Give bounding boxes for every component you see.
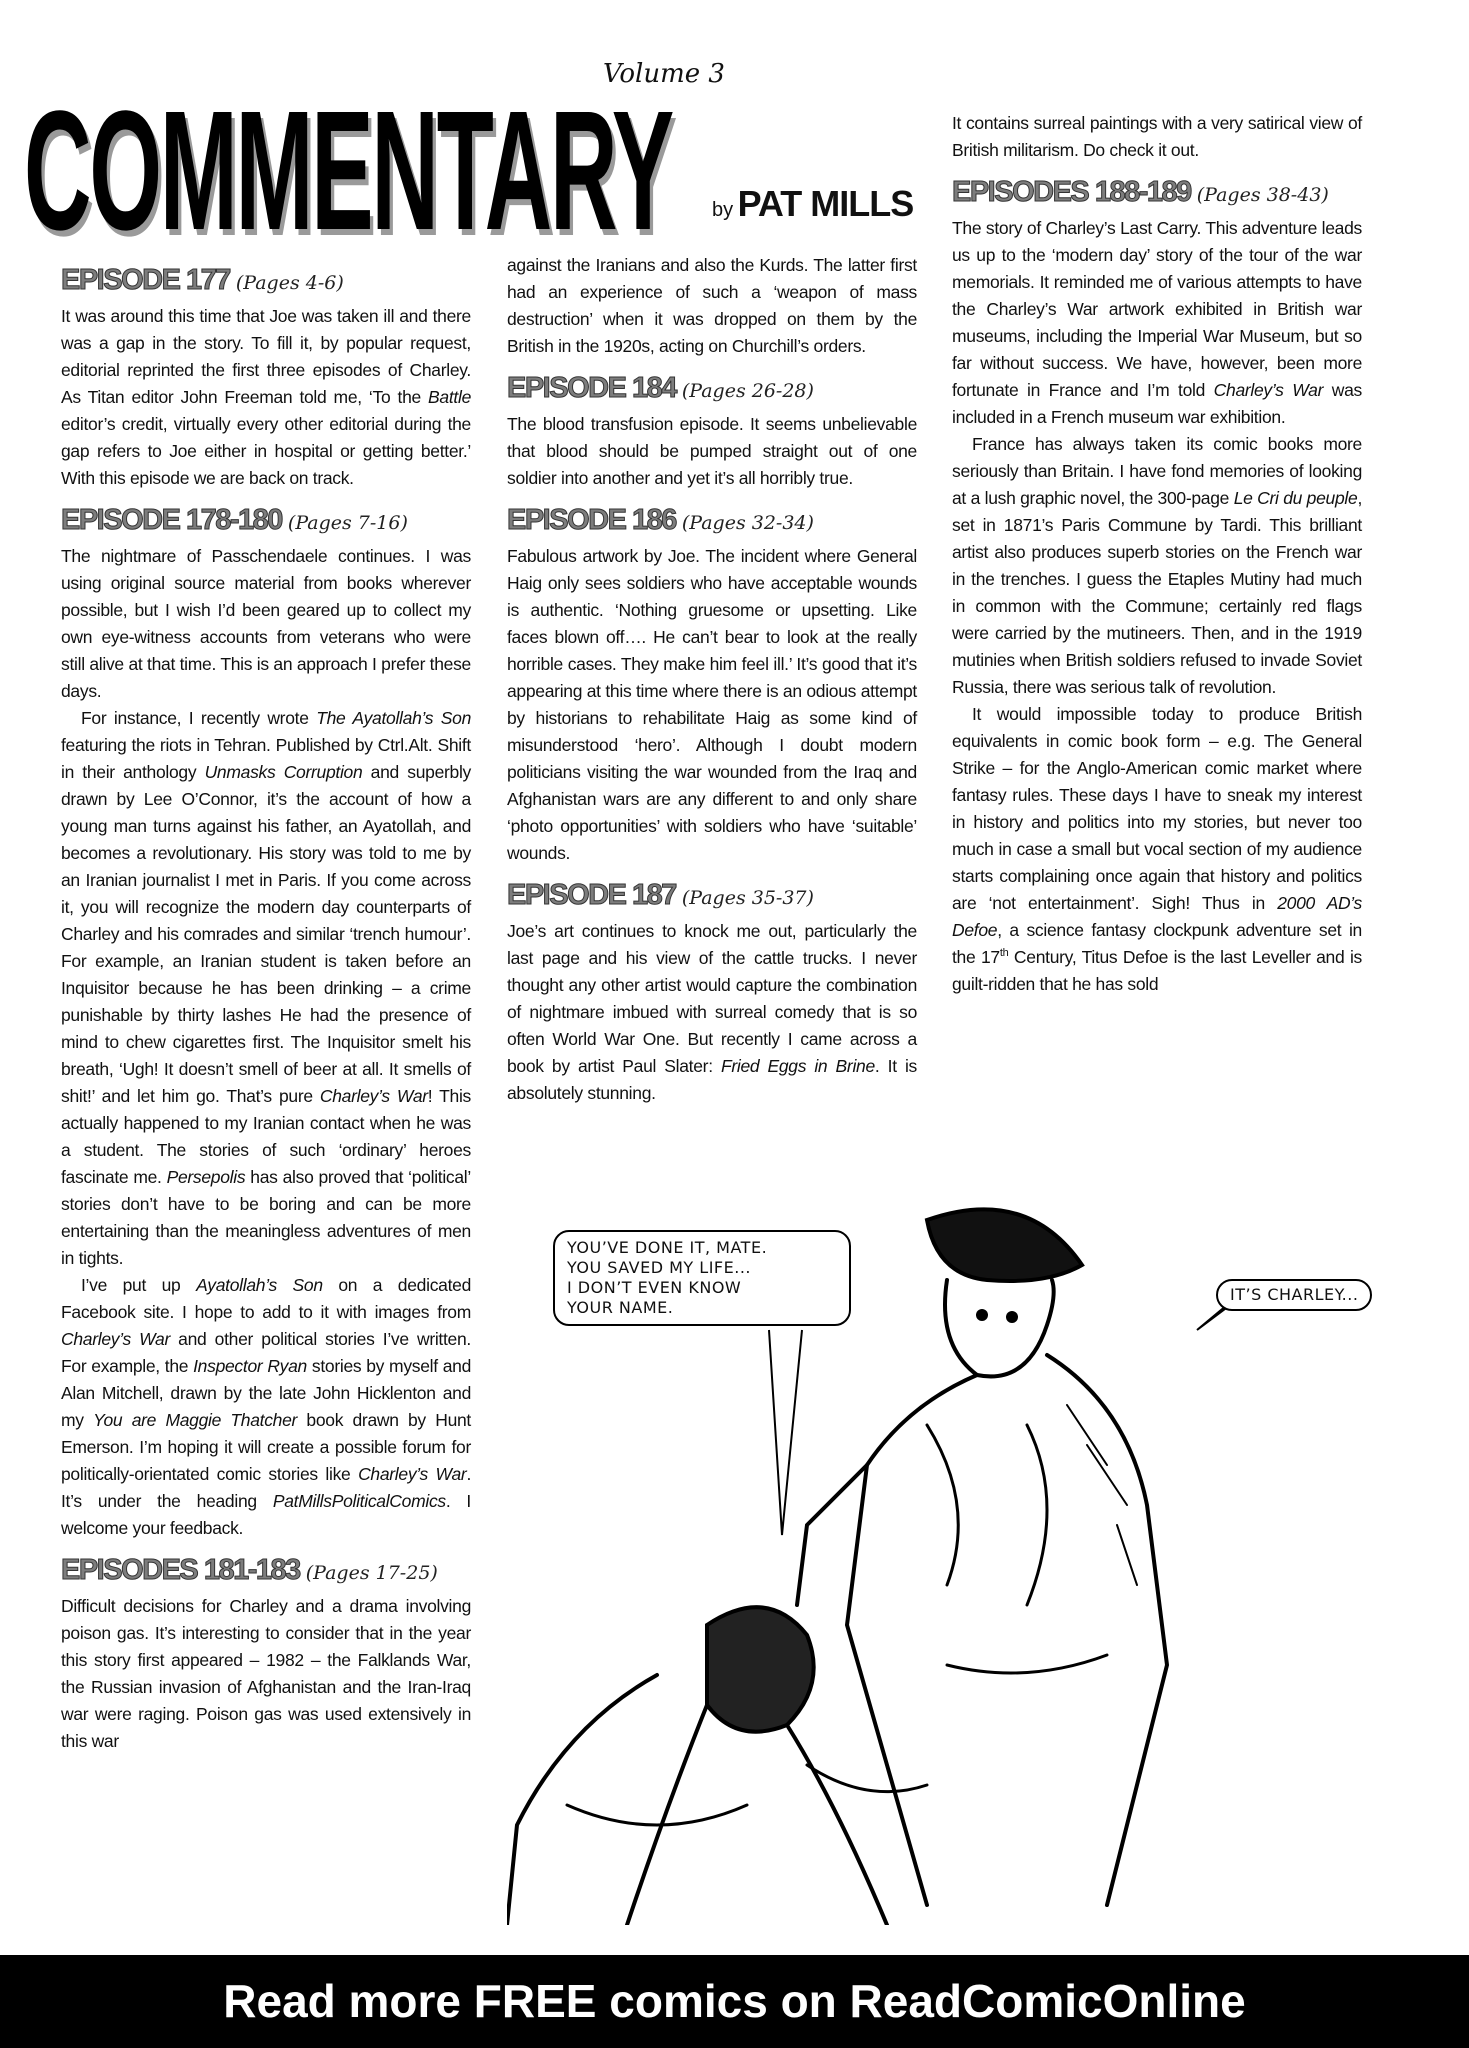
text-run: editor’s credit, virtually every other editorial during the gap refers to Joe either in hospital or getting better.’ With this episode we are back on track. — [61, 414, 471, 488]
text-run: For instance, I recently wrote — [81, 708, 317, 728]
italic-text: Inspector Ryan — [193, 1356, 307, 1376]
paragraph — [61, 543, 471, 705]
speech-line: IT’S CHARLEY... — [1230, 1285, 1359, 1304]
paragraph — [61, 1272, 471, 1542]
text-run: , set in 1871’s Paris Commune by Tardi. This brilliant artist also produces superb stories on the French war in the trenches. I guess the Etaples Mutiny had much in common with the Commune; certainly red flags were carried by the mutineers. Then, and in the 1919 mutinies when British soldiers refused to invade Soviet Russia, there was serious talk of revolution. — [952, 488, 1362, 697]
text-run: The nightmare of Passchendaele continues. I was using original source material from books wherever possible, but I wish I’d been geared up to collect my own eye-witness accounts from veterans who were still alive at that time. This is an approach I prefer these days. — [61, 546, 471, 701]
episode-title: EPISODE 184 — [507, 372, 676, 404]
italic-text: Battle — [428, 387, 471, 407]
text-run: and superbly drawn by Lee O’Connor, it’s the account of how a young man turns against his father, an Ayatollah, and becomes a revolutionary. His story was told to me by an Iranian journalist I met in Paris. If you come across it, you will recognize the modern day counterparts of Charley and his comrades and similar ‘trench humour’. For example, an Iranian student is taken before an Inquisitor because he has been drinking – a crime punishable by thirty lashes He had the presence of mind to chew cigarettes first. The Inquisitor smelt his breath, ‘Ugh! It doesn’t smell of beer at all. It smells of shit!’ and let him go. That’s pure — [61, 762, 471, 1106]
italic-text: Charley’s War — [61, 1329, 170, 1349]
episode-title: EPISODE 177 — [61, 264, 230, 296]
paragraph — [61, 705, 471, 1272]
paragraph — [61, 1593, 471, 1755]
paragraph — [507, 543, 917, 867]
byline — [712, 182, 913, 234]
episode-title: EPISODE 186 — [507, 504, 676, 536]
episode-title: EPISODE 187 — [507, 879, 676, 911]
column-3 — [952, 110, 1362, 998]
episode-pages: (Pages 7-16) — [287, 512, 408, 534]
italic-text: Charley’s War — [1213, 380, 1324, 400]
episode-heading — [507, 370, 917, 409]
text-run: , a science fantasy clockpunk adventure set in the 17 — [952, 920, 1362, 967]
episode-heading — [61, 1552, 471, 1591]
text-run: and other political stories I’ve written. For example, the — [61, 1329, 471, 1376]
author-name: PAT MILLS — [737, 183, 914, 224]
italic-text: The Ayatollah’s Son — [316, 708, 472, 728]
episode-heading — [61, 262, 471, 301]
speech-bubble-right — [1216, 1279, 1372, 1311]
speech-line: YOU’VE DONE IT, MATE. — [567, 1238, 768, 1257]
italic-text: Unmasks Corruption — [204, 762, 363, 782]
paragraph — [952, 431, 1362, 701]
text-run: Difficult decisions for Charley and a drama involving poison gas. It’s interesting to consider that in the year this story first appeared – 1982 – the Falklands War, the Russian invasion of Afghanistan and the Iran-Iraq war were raging. Poison gas was used extensively in this war — [61, 1596, 471, 1751]
text-run: book drawn by Hunt Emerson. I’m hoping it will create a possible forum for politically-orientated comic stories like — [61, 1410, 471, 1484]
italic-text: Le Cri du peuple — [1233, 488, 1358, 508]
column-1 — [61, 252, 471, 1755]
paragraph — [507, 918, 917, 1107]
text-run: th — [999, 947, 1009, 960]
episode-title: EPISODE 178-180 — [61, 504, 282, 536]
paragraph — [952, 110, 1362, 164]
text-run: ! This actually happened to my Iranian contact when he was a student. The stories of such ‘ordinary’ heroes fascinate me. — [61, 1086, 471, 1187]
italic-text: Charley’s War — [319, 1086, 428, 1106]
paragraph — [61, 303, 471, 492]
text-run: was included in a French museum war exhibition. — [952, 380, 1362, 427]
italic-text: 2000 AD’s Defoe — [952, 893, 1363, 940]
text-run: on a dedicated Facebook site. I hope to add to it with images from — [61, 1275, 471, 1322]
page-title: COMMENTARY — [24, 76, 673, 266]
episode-heading — [61, 502, 471, 541]
text-run: . It is absolutely stunning. — [507, 1056, 917, 1103]
italic-text: Charley’s War — [358, 1464, 467, 1484]
text-run: Century, Titus Defoe is the last Leveller and is guilt-ridden that he has sold — [952, 947, 1362, 994]
italic-text: Fried Eggs in Brine — [720, 1056, 875, 1076]
text-run: stories by myself and Alan Mitchell, drawn by the late John Hicklenton and my — [61, 1356, 472, 1430]
paragraph — [507, 411, 917, 492]
speech-line: YOUR NAME. — [567, 1298, 674, 1317]
text-run: The story of Charley’s Last Carry. This adventure leads us up to the ‘modern day’ story of the tour of the war memorials. It reminded me of various attempts to have the Charley’s War artwork exhibited in British war museums, including the Imperial War Museum, but so far without success. We have, however, been more fortunate in France and I’m told — [952, 218, 1362, 400]
byline-by: by — [712, 199, 734, 221]
italic-text: Ayatollah’s Son — [196, 1275, 323, 1295]
speech-line: I DON’T EVEN KNOW — [567, 1278, 742, 1297]
italic-text: You are Maggie Thatcher — [93, 1410, 298, 1430]
speech-line: YOU SAVED MY LIFE... — [567, 1258, 751, 1277]
volume-label: Volume 3 — [603, 59, 725, 89]
text-run: I’ve put up — [81, 1275, 197, 1295]
text-run: has also proved that ‘political’ stories don’t have to be boring and can be more entertaining than the meaningless adventures of men in tights. — [61, 1167, 471, 1268]
episode-pages: (Pages 17-25) — [305, 1562, 438, 1584]
episode-heading — [507, 877, 917, 916]
episode-pages: (Pages 32-34) — [681, 512, 814, 534]
text-run: Fabulous artwork by Joe. The incident where General Haig only sees soldiers who have acceptable wounds is authentic. ‘Nothing gruesome or upsetting. Like faces blown off…. He can’t bear to look at the really horrible cases. They make him feel ill.’ It’s good that it’s appearing at this time where there is an odious attempt by historians to rehabilitate Haig as some kind of misunderstood ‘hero’. Although I doubt modern politicians visiting the war wounded from the Iraq and Afghanistan wars are any different to and only share ‘photo opportunities’ with soldiers who have ‘suitable’ wounds. — [507, 546, 917, 863]
episode-pages: (Pages 4-6) — [235, 272, 344, 294]
text-run: It was around this time that Joe was taken ill and there was a gap in the story. To fill it, by popular request, editorial reprinted the first three episodes of Charley. As Titan editor John Freeman told me, ‘To the — [61, 306, 471, 407]
episode-heading — [952, 174, 1362, 213]
text-run: France has always taken its comic books more seriously than Britain. I have fond memories of looking at a lush graphic novel, the 300-page — [952, 434, 1362, 508]
text-run: It contains surreal paintings with a very satirical view of British militarism. Do check it out. — [952, 113, 1362, 160]
text-run: . I welcome your feedback. — [61, 1491, 471, 1538]
episode-heading — [507, 502, 917, 541]
text-run: The blood transfusion episode. It seems unbelievable that blood should be pumped straight out of one soldier into another and yet it’s all horribly true. — [507, 414, 917, 488]
text-run: . It’s under the heading — [61, 1464, 471, 1511]
italic-text: PatMillsPoliticalComics — [272, 1491, 446, 1511]
text-run: It would impossible today to produce British equivalents in comic book form – e.g. The General Strike – for the Anglo-American comic market where fantasy rules. These days I have to sneak my interest in history and politics into my stories, but never too much in case a small but vocal section of my audience starts complaining once again that history and politics are ‘not entertainment’. Sigh! Thus in — [952, 704, 1362, 913]
episode-title: EPISODES 188-189 — [952, 176, 1191, 208]
paragraph — [952, 215, 1362, 431]
text-run: against the Iranians and also the Kurds. The latter first had an experience of such a ‘weapon of mass destruction’ when it was dropped on them by the British in the 1920s, acting on Churchill’s orders. — [507, 255, 917, 356]
italic-text: Persepolis — [166, 1167, 246, 1187]
paragraph — [507, 252, 917, 360]
speech-bubble-left — [553, 1230, 851, 1326]
footer-banner[interactable]: Read more FREE comics on ReadComicOnline — [0, 1955, 1469, 2048]
episode-pages: (Pages 26-28) — [681, 380, 814, 402]
episode-title: EPISODES 181-183 — [61, 1554, 300, 1586]
paragraph — [952, 701, 1362, 998]
episode-pages: (Pages 38-43) — [1196, 184, 1329, 206]
column-2 — [507, 252, 917, 1107]
text-run: featuring the riots in Tehran. Published by Ctrl.Alt. Shift in their anthology — [61, 735, 471, 782]
text-run: Joe’s art continues to knock me out, particularly the last page and his view of the cattle trucks. I never thought any other artist would capture the combination of nightmare imbued with surreal comedy that is so often World War One. But recently I came across a book by artist Paul Slater: — [507, 921, 917, 1076]
episode-pages: (Pages 35-37) — [681, 887, 814, 909]
